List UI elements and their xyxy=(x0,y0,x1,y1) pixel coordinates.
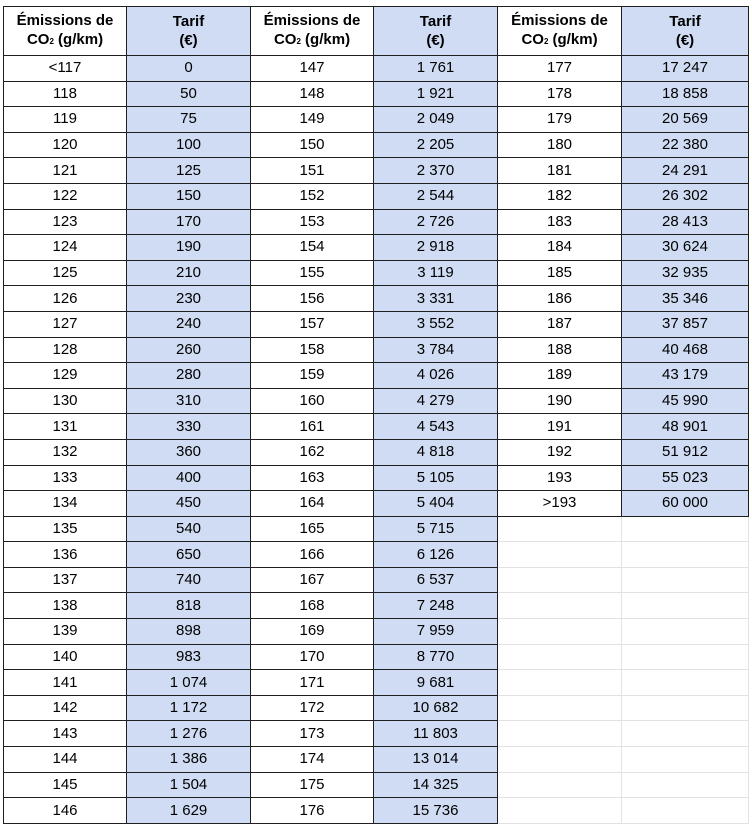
header-tarif-line2: (€) xyxy=(179,32,198,49)
emissions-cell: 147 xyxy=(251,56,374,82)
emissions-cell: 169 xyxy=(251,619,374,645)
table-row xyxy=(4,414,749,440)
header-emissions xyxy=(498,7,622,56)
emissions-cell: 138 xyxy=(4,593,127,619)
emissions-cell: 168 xyxy=(251,593,374,619)
table-row xyxy=(4,158,749,184)
emissions-cell: 125 xyxy=(4,260,127,286)
empty-cell xyxy=(622,747,749,773)
emissions-cell: 139 xyxy=(4,619,127,645)
header-tarif xyxy=(374,7,498,56)
emissions-cell: 166 xyxy=(251,542,374,568)
table-row xyxy=(4,260,749,286)
emissions-cell: 127 xyxy=(4,311,127,337)
table-body xyxy=(4,56,749,824)
emissions-cell: 133 xyxy=(4,465,127,491)
emissions-cell: 140 xyxy=(4,644,127,670)
header-tarif-line2: (€) xyxy=(426,32,445,49)
empty-cell xyxy=(498,619,622,645)
emissions-cell: 162 xyxy=(251,439,374,465)
tarif-cell: 280 xyxy=(127,363,251,389)
emissions-cell: 124 xyxy=(4,235,127,261)
emissions-cell: 143 xyxy=(4,721,127,747)
table-row xyxy=(4,311,749,337)
empty-cell xyxy=(622,772,749,798)
tarif-cell: 50 xyxy=(127,81,251,107)
emissions-cell: 154 xyxy=(251,235,374,261)
table-row xyxy=(4,81,749,107)
tarif-cell: 75 xyxy=(127,107,251,133)
table-row xyxy=(4,619,749,645)
tarif-cell: 818 xyxy=(127,593,251,619)
tarif-cell: 5 105 xyxy=(374,465,498,491)
tarif-cell: 20 569 xyxy=(622,107,749,133)
tarif-cell: 35 346 xyxy=(622,286,749,312)
table-row xyxy=(4,235,749,261)
table-row xyxy=(4,439,749,465)
tarif-cell: 2 370 xyxy=(374,158,498,184)
tarif-cell: 2 205 xyxy=(374,132,498,158)
tarif-cell: 170 xyxy=(127,209,251,235)
tarif-cell: 330 xyxy=(127,414,251,440)
tarif-cell: 150 xyxy=(127,183,251,209)
emissions-cell: 173 xyxy=(251,721,374,747)
emissions-cell: 145 xyxy=(4,772,127,798)
emissions-cell: 137 xyxy=(4,567,127,593)
emissions-cell: 185 xyxy=(498,260,622,286)
tarif-cell: 11 803 xyxy=(374,721,498,747)
malus-table xyxy=(3,6,749,824)
header-emissions-sub: 2 xyxy=(543,37,549,46)
header-emissions-sub: 2 xyxy=(49,37,54,46)
tarif-cell: 5 404 xyxy=(374,491,498,517)
empty-cell xyxy=(498,772,622,798)
tarif-cell: 1 074 xyxy=(127,670,251,696)
header-emissions-co: CO xyxy=(26,31,50,48)
emissions-cell: 151 xyxy=(251,158,374,184)
emissions-cell: 134 xyxy=(4,491,127,517)
empty-cell xyxy=(622,721,749,747)
emissions-cell: 192 xyxy=(498,439,622,465)
table-row xyxy=(4,516,749,542)
emissions-cell: 177 xyxy=(498,56,622,82)
header-emissions-co: CO xyxy=(521,31,544,48)
tarif-cell: 6 126 xyxy=(374,542,498,568)
table-row xyxy=(4,107,749,133)
emissions-cell: 155 xyxy=(251,260,374,286)
tarif-cell: 3 552 xyxy=(374,311,498,337)
empty-cell xyxy=(622,567,749,593)
tarif-cell: 1 921 xyxy=(374,81,498,107)
tarif-cell: 540 xyxy=(127,516,251,542)
emissions-cell: 182 xyxy=(498,183,622,209)
tarif-cell: 1 386 xyxy=(127,747,251,773)
header-emissions-unit: (g/km) xyxy=(548,31,598,48)
emissions-cell: 179 xyxy=(498,107,622,133)
emissions-cell: 119 xyxy=(4,107,127,133)
emissions-cell: 153 xyxy=(251,209,374,235)
tarif-cell: 2 544 xyxy=(374,183,498,209)
table-row xyxy=(4,209,749,235)
emissions-cell: 141 xyxy=(4,670,127,696)
empty-cell xyxy=(622,798,749,824)
emissions-cell: 149 xyxy=(251,107,374,133)
tarif-cell: 24 291 xyxy=(622,158,749,184)
tarif-cell: 37 857 xyxy=(622,311,749,337)
empty-cell xyxy=(498,516,622,542)
table-row xyxy=(4,772,749,798)
tarif-cell: 4 279 xyxy=(374,388,498,414)
header-tarif-line1: Tarif xyxy=(419,13,452,30)
emissions-cell: 136 xyxy=(4,542,127,568)
header-emissions-unit: (g/km) xyxy=(300,31,351,48)
tarif-cell: 7 959 xyxy=(374,619,498,645)
header-tarif-line1: Tarif xyxy=(669,13,701,30)
emissions-cell: 190 xyxy=(498,388,622,414)
emissions-cell: 183 xyxy=(498,209,622,235)
tarif-cell: 5 715 xyxy=(374,516,498,542)
emissions-cell: 156 xyxy=(251,286,374,312)
empty-cell xyxy=(498,567,622,593)
tarif-cell: 55 023 xyxy=(622,465,749,491)
empty-cell xyxy=(498,747,622,773)
emissions-cell: 144 xyxy=(4,747,127,773)
emissions-cell: 122 xyxy=(4,183,127,209)
emissions-cell: 187 xyxy=(498,311,622,337)
emissions-cell: 135 xyxy=(4,516,127,542)
emissions-cell: 120 xyxy=(4,132,127,158)
emissions-cell: 191 xyxy=(498,414,622,440)
table-row xyxy=(4,593,749,619)
tarif-cell: 2 049 xyxy=(374,107,498,133)
tarif-cell: 48 901 xyxy=(622,414,749,440)
tarif-cell: 4 026 xyxy=(374,363,498,389)
emissions-cell: 160 xyxy=(251,388,374,414)
emissions-cell: 158 xyxy=(251,337,374,363)
emissions-cell: 148 xyxy=(251,81,374,107)
empty-cell xyxy=(622,619,749,645)
emissions-cell: 121 xyxy=(4,158,127,184)
tarif-cell: 100 xyxy=(127,132,251,158)
emissions-cell: 167 xyxy=(251,567,374,593)
tarif-cell: 3 119 xyxy=(374,260,498,286)
empty-cell xyxy=(622,516,749,542)
emissions-cell: 181 xyxy=(498,158,622,184)
emissions-cell: 131 xyxy=(4,414,127,440)
header-emissions-line1: Émissions de xyxy=(263,12,361,29)
emissions-cell: 118 xyxy=(4,81,127,107)
emissions-cell: 186 xyxy=(498,286,622,312)
tarif-cell: 32 935 xyxy=(622,260,749,286)
table-row xyxy=(4,183,749,209)
tarif-cell: 230 xyxy=(127,286,251,312)
emissions-cell: 157 xyxy=(251,311,374,337)
tarif-cell: 18 858 xyxy=(622,81,749,107)
emissions-cell: 128 xyxy=(4,337,127,363)
tarif-cell: 0 xyxy=(127,56,251,82)
tarif-cell: 310 xyxy=(127,388,251,414)
tarif-cell: 1 629 xyxy=(127,798,251,824)
table-row xyxy=(4,721,749,747)
table-row xyxy=(4,542,749,568)
emissions-cell: 174 xyxy=(251,747,374,773)
emissions-cell: <117 xyxy=(4,56,127,82)
header-tarif xyxy=(127,7,251,56)
emissions-cell: 161 xyxy=(251,414,374,440)
emissions-cell: 165 xyxy=(251,516,374,542)
emissions-cell: 170 xyxy=(251,644,374,670)
emissions-cell: 146 xyxy=(4,798,127,824)
tarif-cell: 740 xyxy=(127,567,251,593)
header-row xyxy=(4,7,749,56)
emissions-cell: 152 xyxy=(251,183,374,209)
tarif-cell: 1 761 xyxy=(374,56,498,82)
header-emissions xyxy=(251,7,374,56)
tarif-cell: 4 818 xyxy=(374,439,498,465)
empty-cell xyxy=(498,542,622,568)
emissions-cell: 163 xyxy=(251,465,374,491)
tarif-cell: 7 248 xyxy=(374,593,498,619)
tarif-cell: 40 468 xyxy=(622,337,749,363)
emissions-cell: 150 xyxy=(251,132,374,158)
emissions-cell: 142 xyxy=(4,695,127,721)
header-tarif-line2: (€) xyxy=(675,32,695,49)
emissions-cell: 129 xyxy=(4,363,127,389)
tarif-cell: 450 xyxy=(127,491,251,517)
tarif-cell: 43 179 xyxy=(622,363,749,389)
header-emissions-line1: Émissions de xyxy=(511,12,608,29)
emissions-cell: 171 xyxy=(251,670,374,696)
tarif-cell: 1 172 xyxy=(127,695,251,721)
tarif-cell: 210 xyxy=(127,260,251,286)
tarif-cell: 9 681 xyxy=(374,670,498,696)
tarif-cell: 898 xyxy=(127,619,251,645)
tarif-cell: 2 918 xyxy=(374,235,498,261)
tarif-cell: 3 331 xyxy=(374,286,498,312)
tarif-cell: 400 xyxy=(127,465,251,491)
emissions-cell: 172 xyxy=(251,695,374,721)
emissions-cell: 176 xyxy=(251,798,374,824)
emissions-cell: 184 xyxy=(498,235,622,261)
tarif-cell: 983 xyxy=(127,644,251,670)
table-header xyxy=(4,7,749,56)
empty-cell xyxy=(498,695,622,721)
tarif-cell: 45 990 xyxy=(622,388,749,414)
emissions-cell: 132 xyxy=(4,439,127,465)
emissions-cell: 193 xyxy=(498,465,622,491)
table-row xyxy=(4,56,749,82)
header-tarif-line1: Tarif xyxy=(172,13,205,30)
empty-cell xyxy=(498,670,622,696)
header-emissions-line1: Émissions de xyxy=(16,12,114,29)
table-row xyxy=(4,670,749,696)
table-row xyxy=(4,747,749,773)
table-row xyxy=(4,491,749,517)
tarif-cell: 6 537 xyxy=(374,567,498,593)
table-row xyxy=(4,695,749,721)
table-row xyxy=(4,644,749,670)
emissions-cell: 123 xyxy=(4,209,127,235)
tarif-cell: 14 325 xyxy=(374,772,498,798)
tarif-cell: 360 xyxy=(127,439,251,465)
tarif-cell: 26 302 xyxy=(622,183,749,209)
tarif-cell: 2 726 xyxy=(374,209,498,235)
emissions-cell: 189 xyxy=(498,363,622,389)
table-row xyxy=(4,567,749,593)
tarif-cell: 8 770 xyxy=(374,644,498,670)
tarif-cell: 1 504 xyxy=(127,772,251,798)
tarif-cell: 650 xyxy=(127,542,251,568)
tarif-cell: 3 784 xyxy=(374,337,498,363)
header-emissions-unit: (g/km) xyxy=(53,31,104,48)
header-tarif xyxy=(622,7,749,56)
tarif-cell: 10 682 xyxy=(374,695,498,721)
emissions-cell: 180 xyxy=(498,132,622,158)
tarif-cell: 60 000 xyxy=(622,491,749,517)
emissions-cell: 126 xyxy=(4,286,127,312)
header-emissions-co: CO xyxy=(273,31,297,48)
emissions-cell: >193 xyxy=(498,491,622,517)
empty-cell xyxy=(622,670,749,696)
tarif-cell: 190 xyxy=(127,235,251,261)
empty-cell xyxy=(498,721,622,747)
emissions-cell: 178 xyxy=(498,81,622,107)
tarif-cell: 260 xyxy=(127,337,251,363)
emissions-cell: 159 xyxy=(251,363,374,389)
tarif-cell: 240 xyxy=(127,311,251,337)
tarif-cell: 17 247 xyxy=(622,56,749,82)
tarif-cell: 13 014 xyxy=(374,747,498,773)
tarif-cell: 22 380 xyxy=(622,132,749,158)
tarif-cell: 1 276 xyxy=(127,721,251,747)
tarif-cell: 30 624 xyxy=(622,235,749,261)
emissions-cell: 130 xyxy=(4,388,127,414)
table-row xyxy=(4,798,749,824)
tarif-cell: 28 413 xyxy=(622,209,749,235)
emissions-cell: 164 xyxy=(251,491,374,517)
empty-cell xyxy=(622,542,749,568)
table-row xyxy=(4,286,749,312)
empty-cell xyxy=(498,593,622,619)
emissions-cell: 175 xyxy=(251,772,374,798)
emissions-cell: 188 xyxy=(498,337,622,363)
empty-cell xyxy=(498,644,622,670)
tarif-cell: 15 736 xyxy=(374,798,498,824)
empty-cell xyxy=(622,695,749,721)
header-emissions-sub: 2 xyxy=(296,37,301,46)
table-row xyxy=(4,132,749,158)
empty-cell xyxy=(622,644,749,670)
table-row xyxy=(4,465,749,491)
empty-cell xyxy=(498,798,622,824)
tarif-cell: 4 543 xyxy=(374,414,498,440)
tarif-cell: 125 xyxy=(127,158,251,184)
header-emissions xyxy=(4,7,127,56)
tarif-cell: 51 912 xyxy=(622,439,749,465)
table-row xyxy=(4,337,749,363)
empty-cell xyxy=(622,593,749,619)
table-row xyxy=(4,388,749,414)
table-row xyxy=(4,363,749,389)
malus-table-sheet xyxy=(3,6,749,824)
